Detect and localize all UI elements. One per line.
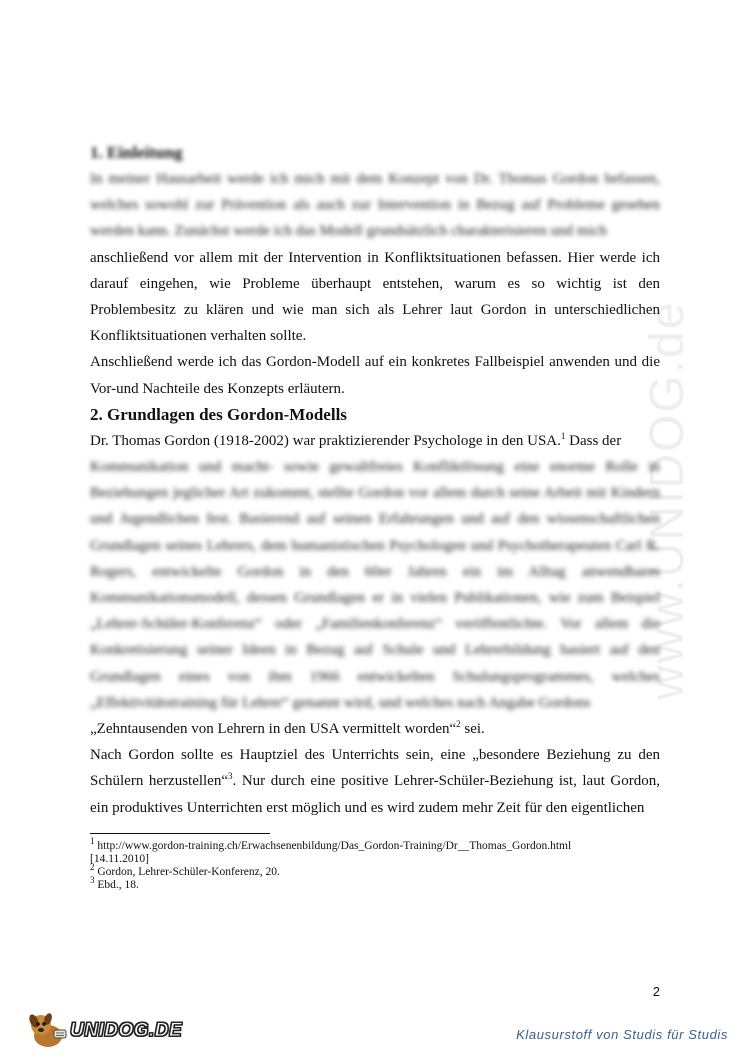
footnotes	[90, 836, 660, 892]
footnote-ref-1: 1	[560, 430, 566, 441]
footnote-3-text: Ebd., 18.	[94, 878, 139, 891]
footnote-1-text: http://www.gordon-training.ch/Erwachsenenbildung/Das_Gordon-Training/Dr__Thomas_Gordon.html	[94, 839, 572, 852]
section-1-paragraph-1: anschließend vor allem mit der Intervention in Konfliktsituationen befassen. Hier werde ich darauf eingehen, wie Probleme überhaupt entstehen, warum es so wichtig ist den Problembesitz zu klären und wie man sich als Lehrer laut Gordon in unterschiedlichen Konfliktsituationen verhalten sollte.	[90, 249, 660, 345]
section-1-blurred-intro: In meiner Hausarbeit werde ich mich mit dem Konzept von Dr. Thomas Gordon befassen, welches sowohl zur Prävention als auch zur Intervention in Bezug auf Probleme gesehen werden kann. Zunächst werde ich das Modell grundsätzlich charakterisieren und mich	[90, 171, 660, 240]
dog-mascot-icon	[24, 1010, 70, 1050]
footnote-divider	[90, 833, 270, 834]
section-2-first-line	[90, 428, 660, 454]
page-number: 2	[652, 984, 660, 999]
footnote-3	[90, 875, 660, 892]
footnote-2	[90, 862, 660, 879]
footnote-1	[90, 836, 660, 853]
footer-tagline: Klausurstoff von Studis für Studis	[516, 1027, 728, 1042]
footnote-1-date	[90, 853, 660, 866]
section-2-line-1-tail: Dass der	[565, 432, 622, 449]
section-1-heading: 1. Einleitung	[90, 143, 183, 162]
footnote-ref-2: 2	[456, 719, 461, 730]
page-content	[90, 140, 660, 892]
section-2-line-1: Dr. Thomas Gordon (1918-2002) war praktizierender Psychologe in den USA.	[90, 432, 561, 449]
quote-text: „Zehntausenden von Lehrern in den USA vermittelt worden“	[90, 721, 457, 738]
footnote-2-marker: 2	[90, 862, 95, 873]
section-2-heading: 2. Grundlagen des Gordon-Modells	[90, 404, 347, 424]
quote-tail: sei.	[460, 721, 485, 738]
section-2-blurred-block: Kommunikation und macht- sowie gewaltfreies Konfliktlösung eine enorme Rolle in Beziehungen jeglicher Art zukommt, stellte Gordon vor allem durch seine Arbeit mit Kindern und Jugendlichen fest. Basierend auf seinen Erfahrungen und auf den wissenschaftlichen Grundlagen seines Lehrers, dem humanistischen Psychologen und Psychotherapeuten Carl R. Rogers, entwickelte Gordon in den 60er Jahren ein im Alltag anwendbares Kommunikationsmodell, dessen Grundlagen er in vielen Publikationen, wie zum Beispiel „Lehrer-Schüler-Konferenz“ oder „Familienkonferenz“ veröffentlichte. Vor allem die Konkretisierung seiner Ideen in Bezug auf Schule und Lehrerbildung basiert auf den Grundlagen eines von ihm 1966 entwickelten Schulungsprogrammes, welches „Effektivitätstraining für Lehrer“ genannt wird, und welches nach Angabe Gordons	[90, 459, 660, 711]
footnote-3-marker: 3	[90, 875, 95, 886]
footnote-ref-3: 3	[228, 771, 233, 782]
section-1-paragraph-2: Anschließend werde ich das Gordon-Modell auf ein konkretes Fallbeispiel anwenden und die Vor-und Nachteile des Konzepts erläutern.	[90, 354, 660, 397]
watermark: www.UNIDOG.de	[641, 300, 694, 700]
logo-text: UNIDOG.DE	[70, 1020, 183, 1041]
section-2-paragraph	[90, 742, 660, 821]
footnote-2-text: Gordon, Lehrer-Schüler-Konferenz, 20.	[94, 865, 280, 878]
footnote-1-date-text: [14.11.2010]	[90, 852, 149, 865]
section-2-paragraph-b: . Nur durch eine positive Lehrer-Schüler-Beziehung ist, laut Gordon, ein produktives Unterrichten erst möglich und es wird zudem mehr Zeit für den eigentlichen	[90, 773, 661, 816]
section-2-paragraph-a: Nach Gordon sollte es Hauptziel des Unterrichts sein, eine „besondere Beziehung zu den Schülern herzustellen“	[90, 747, 660, 790]
footnote-1-marker: 1	[90, 836, 95, 847]
section-2-quote-line	[90, 716, 660, 742]
unidog-logo	[24, 1010, 184, 1050]
